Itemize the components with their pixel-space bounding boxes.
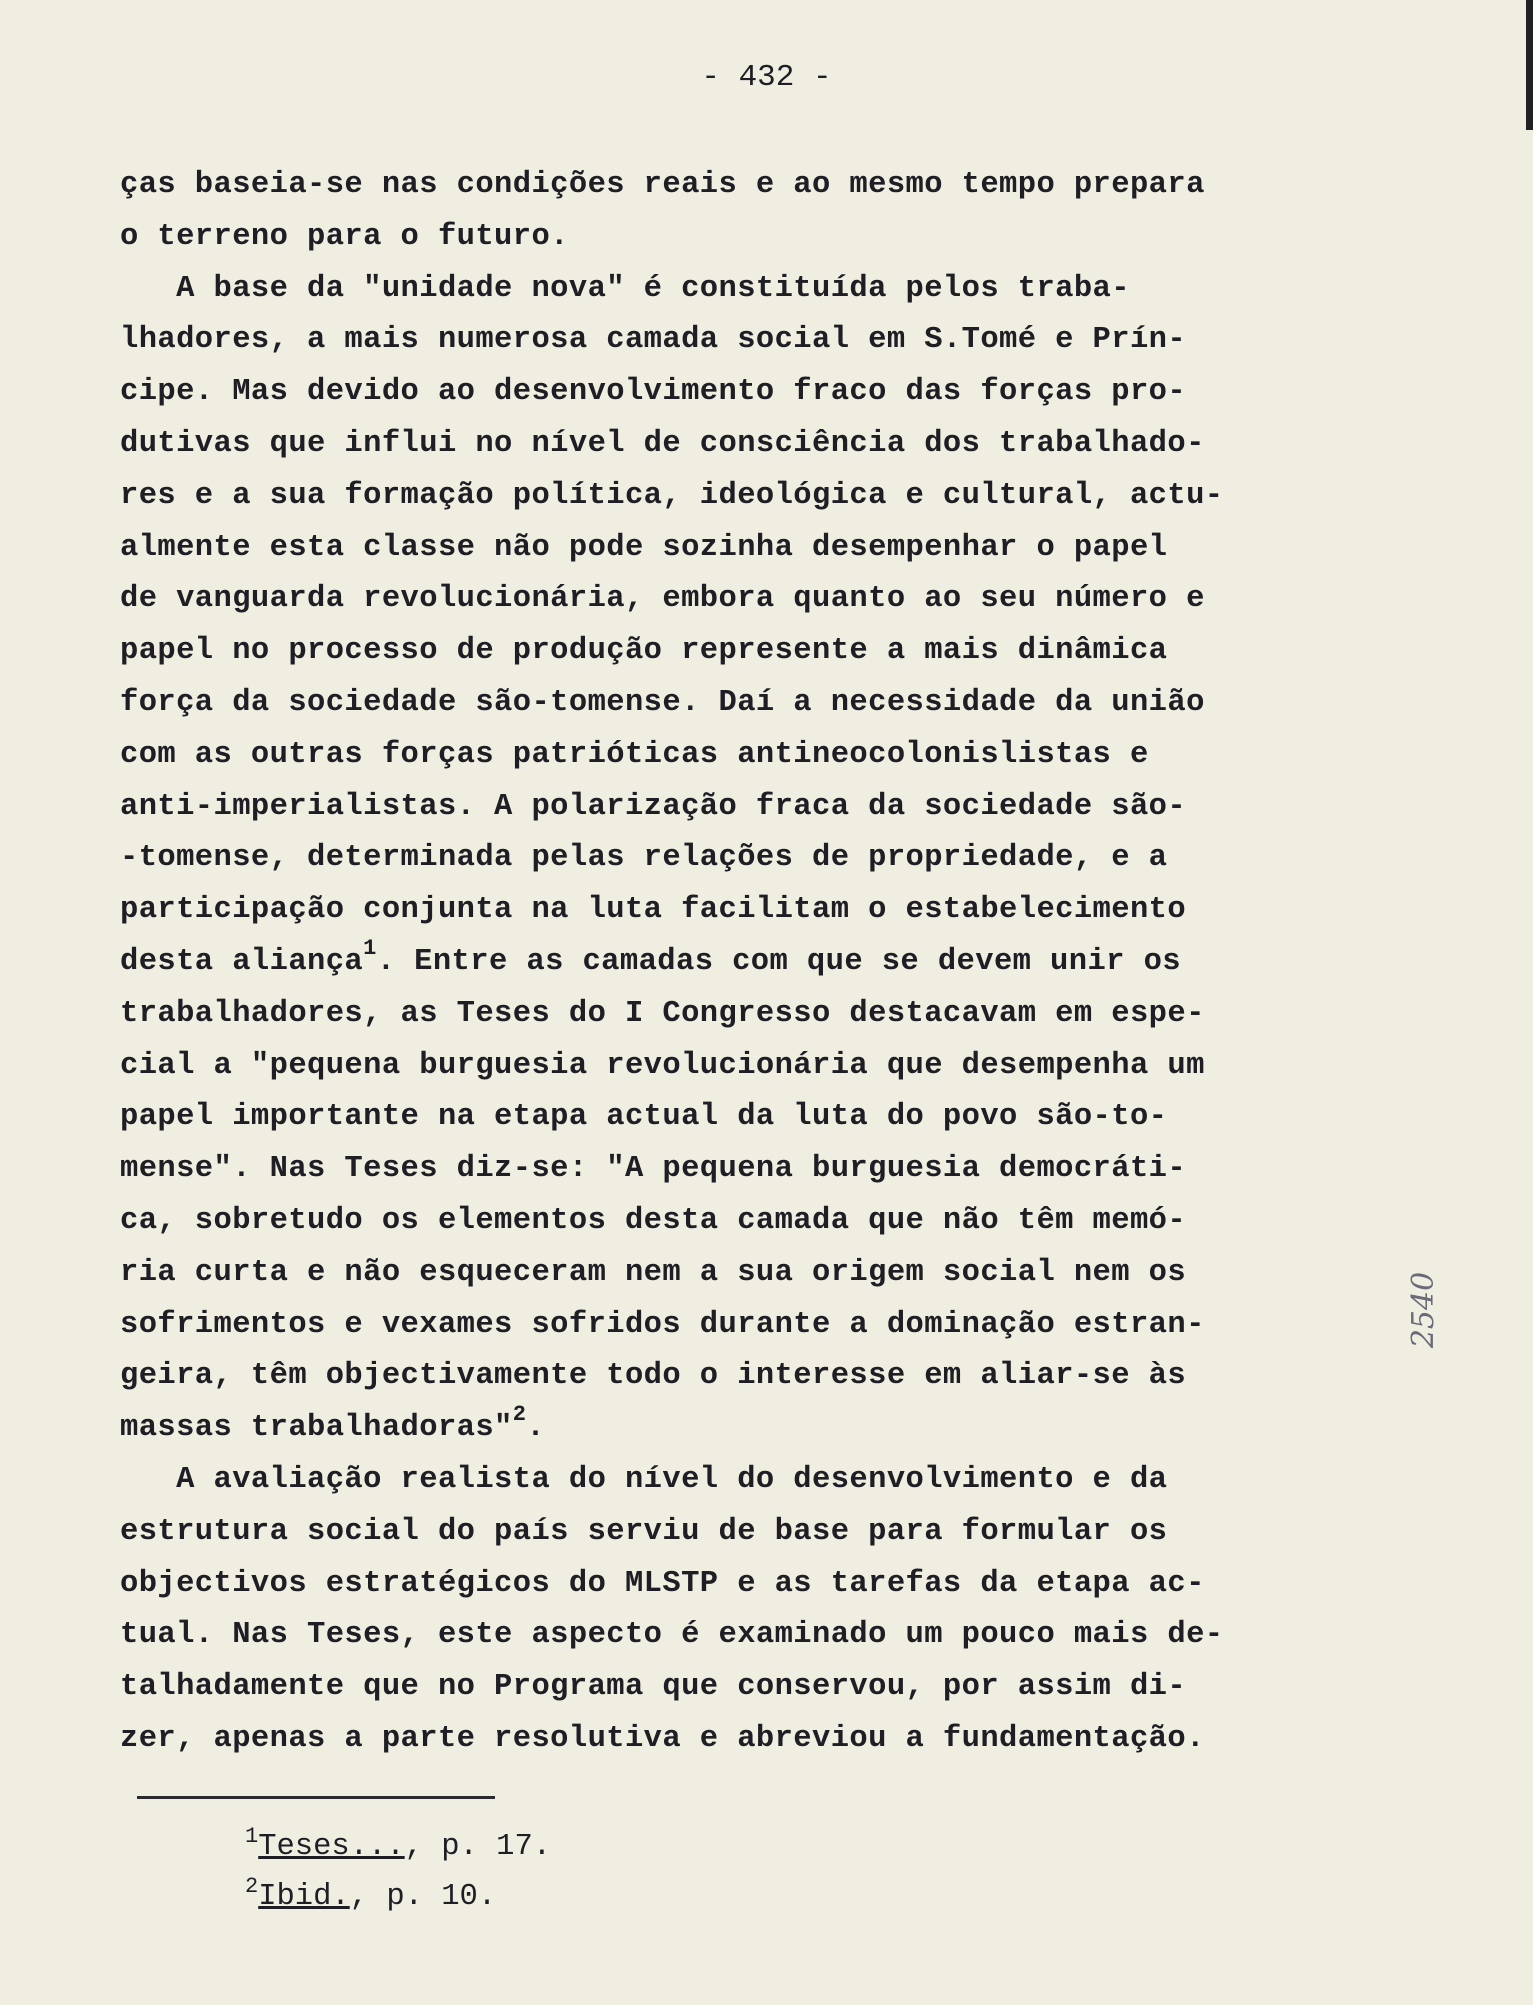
footnote-reference: Teses... — [258, 1830, 405, 1864]
text-line: ca, sobretudo os elementos desta camada que não têm memó- — [120, 1203, 1187, 1238]
footnote-divider — [137, 1796, 495, 1799]
text-line: papel importante na etapa actual da luta do povo são-to- — [120, 1100, 1168, 1135]
text-line: força da sociedade são-tomense. Daí a necessidade da união — [120, 685, 1205, 720]
text-line: ria curta e não esqueceram nem a sua origem social nem os — [120, 1255, 1187, 1290]
text-line: estrutura social do país serviu de base para formular os — [120, 1514, 1168, 1549]
footnote-1 — [245, 1822, 551, 1872]
text-segment: . — [526, 1411, 546, 1446]
text-line: anti-imperialistas. A polarização fraca da sociedade são- — [120, 789, 1187, 824]
text-line: papel no processo de produção represente a mais dinâmica — [120, 634, 1168, 669]
footnotes — [245, 1822, 551, 1922]
page-number: - 432 - — [701, 60, 832, 95]
text-line: cipe. Mas devido ao desenvolvimento fraco das forças pro- — [120, 375, 1187, 410]
text-line: res e a sua formação política, ideológica e cultural, actu- — [120, 478, 1224, 513]
text-line-footnote-ref — [120, 1403, 1360, 1455]
text-line: A base da "unidade nova" é constituída pelos traba- — [120, 271, 1130, 306]
text-line: lhadores, a mais numerosa camada social em S.Tomé e Prín- — [120, 323, 1187, 358]
text-line: trabalhadores, as Teses do I Congresso destacavam em espe- — [120, 996, 1205, 1031]
text-segment: massas trabalhadoras" — [120, 1411, 513, 1446]
text-line: mense". Nas Teses diz-se: "A pequena burguesia democráti- — [120, 1152, 1187, 1187]
text-segment: . Entre as camadas com que se devem unir os — [376, 944, 1181, 979]
text-line: geira, têm objectivamente todo o interesse em aliar-se às — [120, 1359, 1187, 1394]
text-line: -tomense, determinada pelas relações de propriedade, e a — [120, 841, 1168, 876]
text-line: de vanguarda revolucionária, embora quanto ao seu número e — [120, 582, 1205, 617]
footnote-mark: 2 — [245, 1874, 259, 1899]
footnote-mark: 1 — [245, 1824, 259, 1849]
text-line: objectivos estratégicos do MLSTP e as tarefas da etapa ac- — [120, 1566, 1205, 1601]
footnote-text: , p. 17. — [404, 1830, 552, 1864]
text-line: ças baseia-se nas condições reais e ao mesmo tempo prepara — [120, 168, 1205, 202]
text-line-footnote-ref — [120, 937, 1360, 989]
footnote-ref-1[interactable]: 1 — [363, 935, 377, 961]
text-line: talhadamente que no Programa que conservou, por assim di- — [120, 1670, 1187, 1705]
text-line: A avaliação realista do nível do desenvolvimento e da — [120, 1462, 1168, 1497]
text-line: com as outras forças patrióticas antineocolonislistas e — [120, 737, 1149, 772]
text-line: zer, apenas a parte resolutiva e abreviou a fundamentação. — [120, 1721, 1205, 1756]
text-line: o terreno para o futuro. — [120, 219, 569, 254]
footnote-reference: Ibid. — [258, 1880, 350, 1914]
text-line: cial a "pequena burguesia revolucionária que desempenha um — [120, 1048, 1205, 1083]
body-text — [120, 160, 1360, 1766]
text-line: dutivas que influi no nível de consciência dos trabalhado- — [120, 426, 1205, 461]
text-segment: desta aliança — [120, 944, 364, 979]
footnote-ref-2[interactable]: 2 — [512, 1401, 527, 1427]
text-line: tual. Nas Teses, este aspecto é examinado um pouco mais de- — [120, 1618, 1224, 1653]
footnote-text: , p. 10. — [349, 1880, 497, 1914]
text-line: participação conjunta na luta facilitam o estabelecimento — [120, 893, 1187, 928]
text-line: sofrimentos e vexames sofridos durante a dominação estran- — [120, 1307, 1205, 1342]
footnote-2 — [245, 1872, 551, 1922]
text-line: almente esta classe não pode sozinha desempenhar o papel — [120, 530, 1168, 565]
handwritten-archive-number: 2540 — [1405, 1271, 1441, 1349]
